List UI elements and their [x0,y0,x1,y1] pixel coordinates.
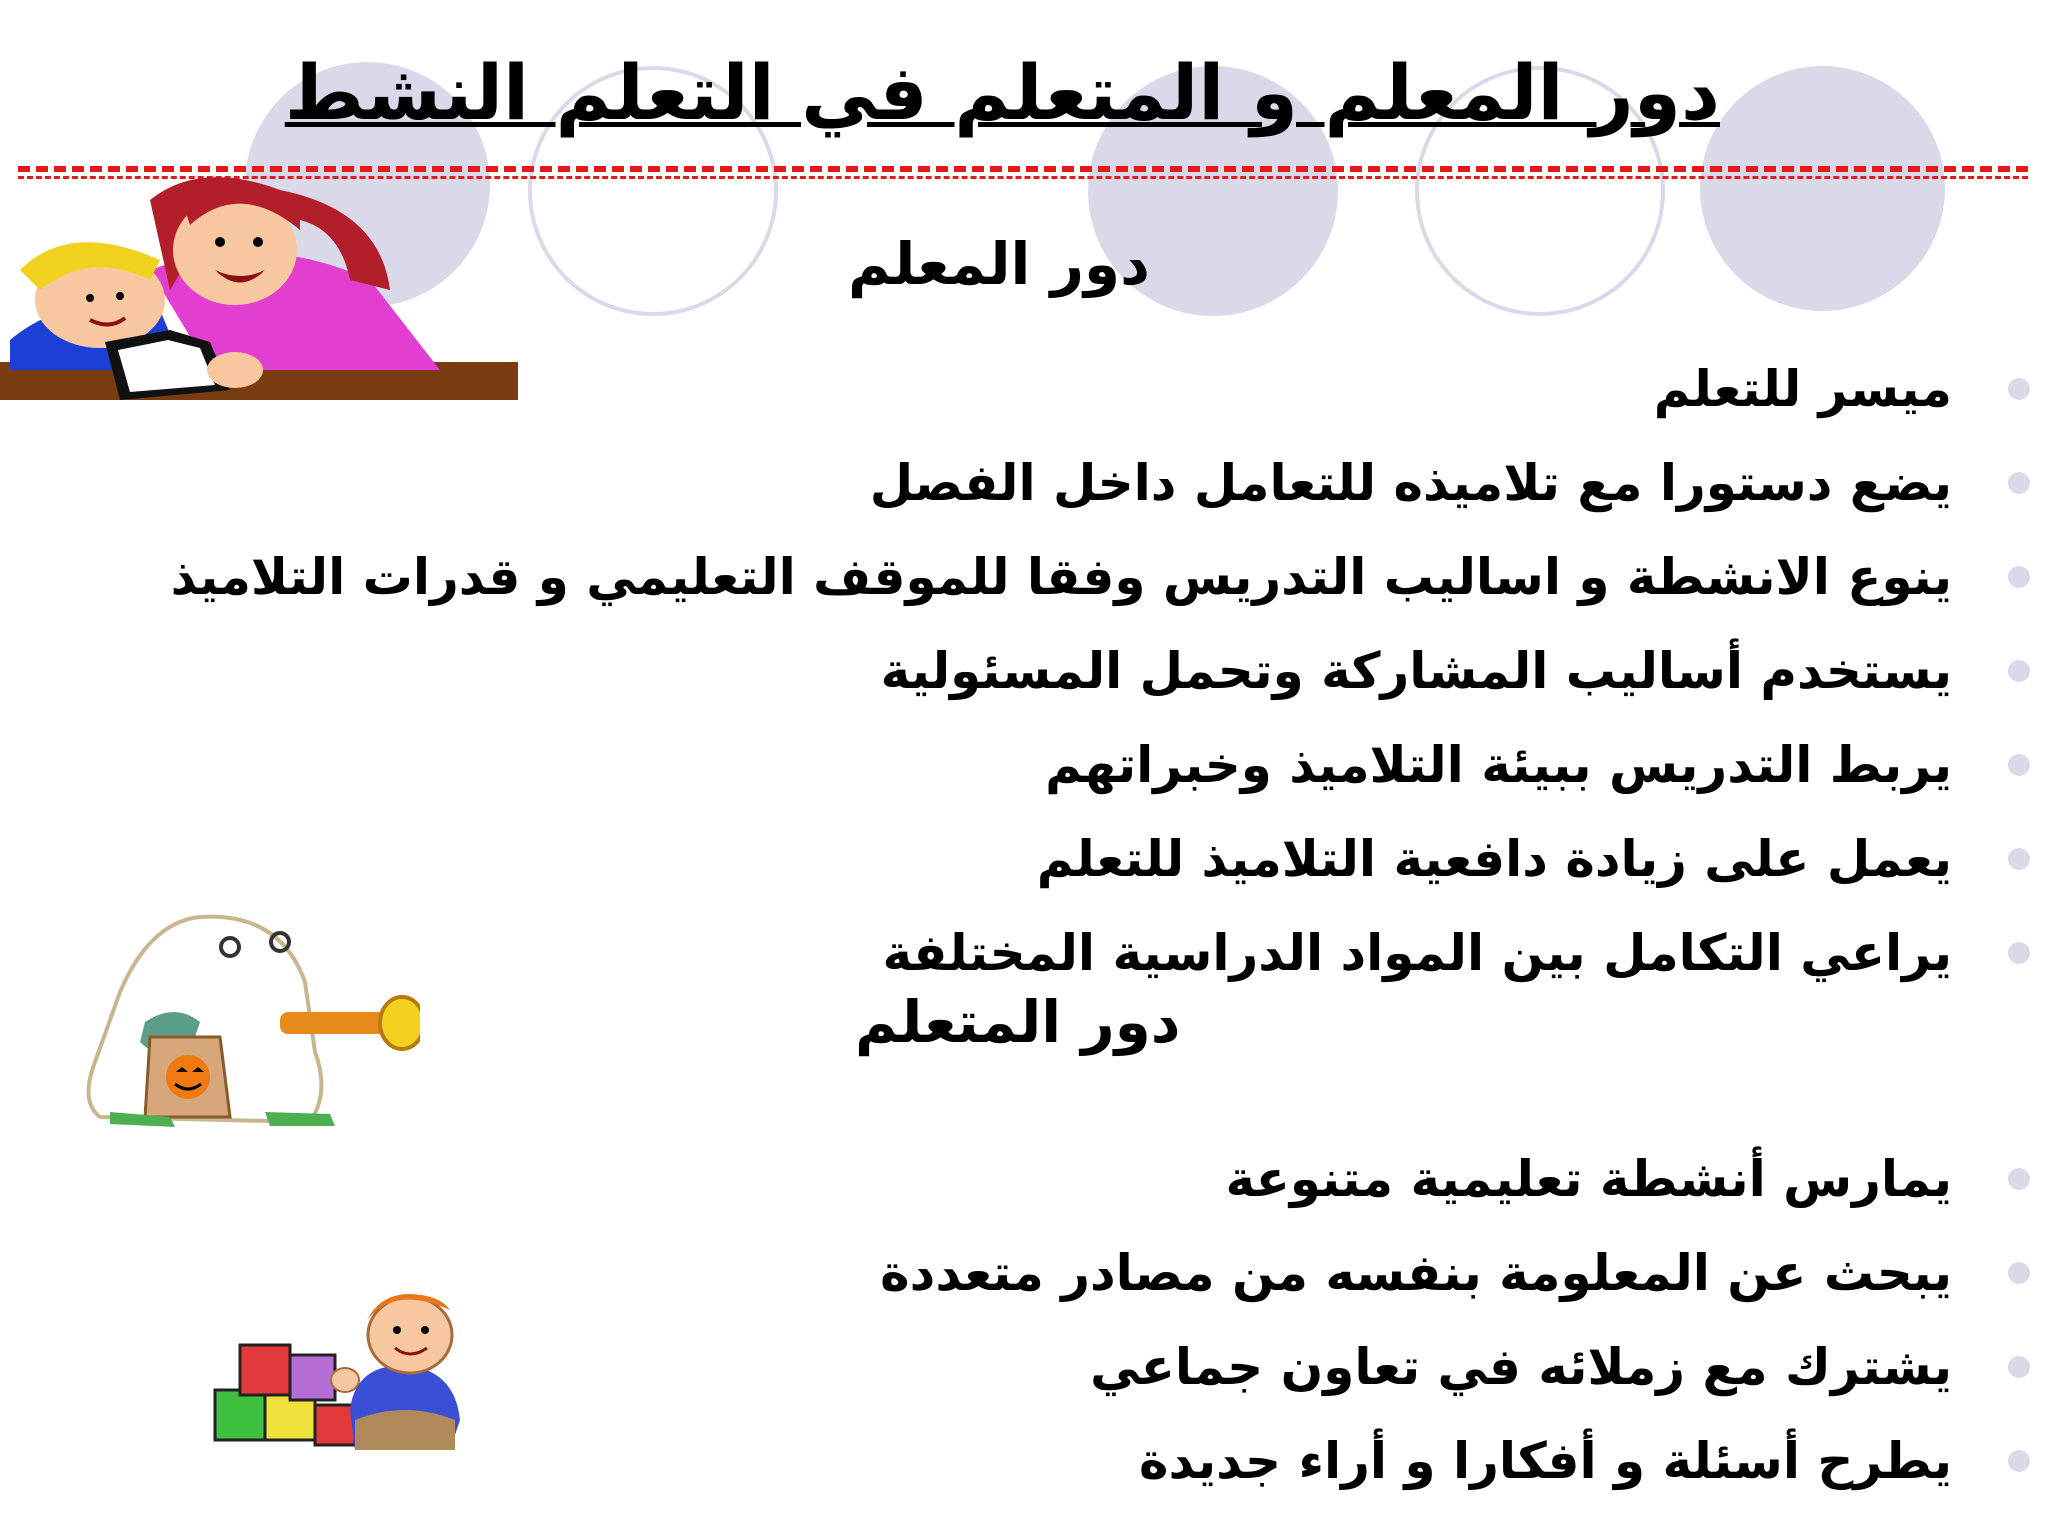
list-item [278,1414,1978,1508]
list-item [278,718,1978,812]
list-item-text: يطرح أسئلة و أفكارا و أراء جديدة [1138,1432,1952,1490]
circle-bullet-icon [2008,472,2030,494]
slide-title: دور المعلم و المتعلم في التعلم النشط [284,48,1720,137]
list-item-text: يعمل على زيادة دافعية التلاميذ للتعلم [1036,830,1952,888]
list-item-text: يربط التدريس ببيئة التلاميذ وخبراتهم [1045,736,1952,794]
learner-role-list [278,1132,1978,1508]
list-item-text: يراعي التكامل بين المواد الدراسية المختلفة [882,924,1952,982]
learner-role-heading: دور المتعلم [855,988,1181,1056]
circle-bullet-icon [2008,378,2030,400]
list-item-text: ينوع الانشطة و اساليب التدريس وفقا للموقف التعليمي و قدرات التلاميذ [170,548,1952,606]
circle-bullet-icon [2008,1168,2030,1190]
circle-bullet-icon [2008,942,2030,964]
list-item [278,624,1978,718]
teacher-role-list [170,342,1978,1000]
list-item [278,906,1978,1000]
list-item [278,342,1978,436]
circle-bullet-icon [2008,848,2030,870]
decor-circle-5 [1700,66,1945,311]
list-item [278,1320,1978,1414]
circle-bullet-icon [2008,1450,2030,1472]
list-item-text: يشترك مع زملائه في تعاون جماعي [1090,1338,1952,1396]
circle-bullet-icon [2008,1262,2030,1284]
list-item [278,812,1978,906]
list-item-text: يبحث عن المعلومة بنفسه من مصادر متعددة [880,1244,1952,1302]
circle-bullet-icon [2008,754,2030,776]
teacher-role-heading: دور المعلم [848,230,1150,298]
circle-bullet-icon [2008,660,2030,682]
circle-bullet-icon [2008,566,2030,588]
list-item [278,1132,1978,1226]
list-item [170,530,1978,624]
list-item [278,436,1978,530]
list-item-text: يستخدم أساليب المشاركة وتحمل المسئولية [880,642,1952,700]
circle-bullet-icon [2008,1356,2030,1378]
list-item [278,1226,1978,1320]
list-item-text: يمارس أنشطة تعليمية متنوعة [1225,1150,1952,1208]
list-item-text: ميسر للتعلم [1653,360,1952,418]
list-item-text: يضع دستورا مع تلاميذه للتعامل داخل الفصل [869,454,1952,512]
